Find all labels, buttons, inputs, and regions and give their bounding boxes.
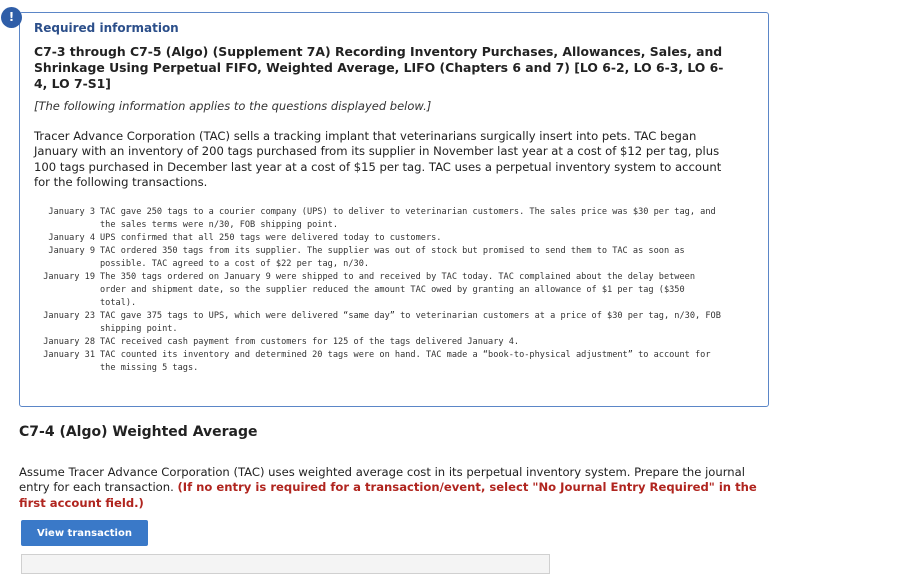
transaction-text: UPS confirmed that all 250 tags were delivered today to customers. — [100, 233, 442, 243]
scenario-paragraph: Tracer Advance Corporation (TAC) sells a tracking implant that veterinarians surgically insert into pets. TAC began January with an inventory of 200 tags purchased from its supplier in November last year at a cost of $12 per tag, plus 100 tags purchased in December last year at a cost of $15 per tag. TAC uses a perpetual inventory system to account for the following transactions. — [34, 129, 722, 189]
transaction-row — [34, 310, 724, 336]
transaction-text: TAC gave 250 tags to a courier company (UPS) to deliver to veterinarian customers. The sales price was $30 per tag, and the sales terms were n/30, FOB shipping point. — [100, 207, 716, 230]
transaction-row — [34, 336, 724, 349]
required-information-heading: Required information — [34, 21, 179, 35]
transaction-row — [34, 232, 724, 245]
transaction-date: January 23 — [43, 311, 95, 321]
transaction-text: The 350 tags ordered on January 9 were shipped to and received by TAC today. TAC complained about the delay between order and shipment date, so the supplier reduced the amount TAC owed by granting an allowance of $1 per tag ($350 total). — [100, 272, 695, 308]
transaction-row — [34, 349, 724, 375]
transaction-text: TAC ordered 350 tags from its supplier. The supplier was out of stock but promised to send them to TAC as soon as possible. TAC agreed to a cost of $22 per tag, n/30. — [100, 246, 685, 269]
transaction-date: January 31 — [43, 350, 95, 360]
transaction-date: January 4 — [48, 233, 95, 243]
transaction-text: TAC received cash payment from customers for 125 of the tags delivered January 4. — [100, 337, 520, 347]
instructions — [19, 465, 779, 511]
alert-icon: ! — [1, 7, 22, 28]
instruction-text: Assume Tracer Advance Corporation (TAC) uses weighted average cost in its perpetual inventory system. Prepare the journal entry for each transaction. — [19, 465, 745, 495]
journal-entry-panel — [21, 554, 550, 574]
transaction-list — [34, 206, 724, 375]
transaction-date: January 9 — [48, 246, 95, 256]
transaction-date: January 3 — [48, 207, 95, 217]
problem-title: C7-3 through C7-5 (Algo) (Supplement 7A) Recording Inventory Purchases, Allowances, Sales, and Shrinkage Using Perpetual FIFO, Weighted Average, LIFO (Chapters 6 and 7) [LO 6-2, LO 6-3, LO 6-4, LO 7-S1] — [34, 44, 724, 91]
transaction-row — [34, 245, 724, 271]
transaction-date: January 28 — [43, 337, 95, 347]
transaction-text: TAC gave 375 tags to UPS, which were delivered “same day” to veterinarian customers at a price of $30 per tag, n/30, FOB shipping point. — [100, 311, 721, 334]
info-note: [The following information applies to the questions displayed below.] — [34, 99, 432, 113]
transaction-row — [34, 271, 724, 310]
transaction-row — [34, 206, 724, 232]
section-title: C7-4 (Algo) Weighted Average — [19, 424, 258, 440]
view-transaction-list-button[interactable]: View transaction — [21, 520, 148, 546]
transaction-text: TAC counted its inventory and determined 20 tags were on hand. TAC made a “book-to-physical adjustment” to account for the missing 5 tags. — [100, 350, 711, 373]
transaction-date: January 19 — [43, 272, 95, 282]
instruction-warning: (If no entry is required for a transaction/event, select "No Journal Entry Required" in the first account field.) — [19, 480, 757, 510]
